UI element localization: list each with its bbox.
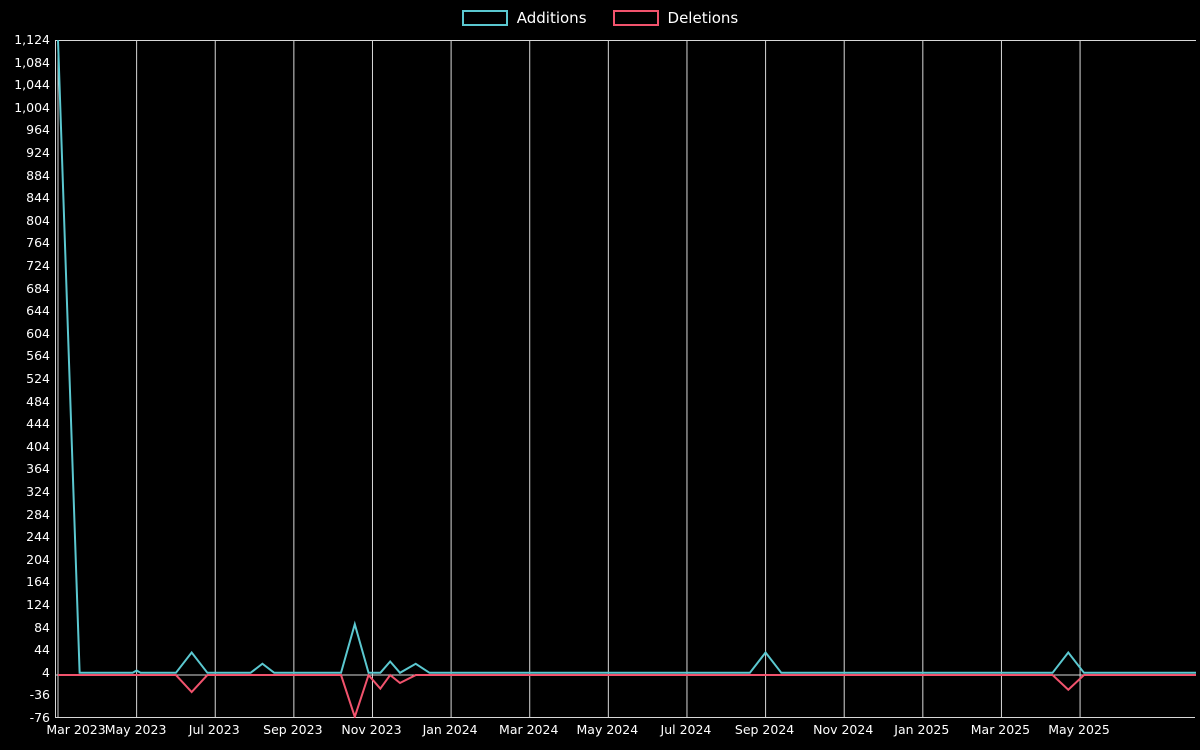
y-tick-label: 484 xyxy=(26,393,50,409)
x-tick-label: Jul 2024 xyxy=(660,722,712,737)
plot-area xyxy=(55,40,1195,718)
x-tick-label: Sep 2023 xyxy=(263,722,323,737)
y-tick-label: 364 xyxy=(26,461,50,477)
y-tick-label: 1,084 xyxy=(14,54,50,70)
series-line-deletions xyxy=(58,675,1196,717)
y-tick-label: 4 xyxy=(42,664,50,680)
y-tick-label: 444 xyxy=(26,416,50,432)
y-tick-label: 244 xyxy=(26,529,50,545)
y-tick-label: -36 xyxy=(29,687,50,703)
x-tick-label: Sep 2024 xyxy=(734,722,795,737)
legend-swatch-deletions xyxy=(613,10,659,26)
y-tick-label: 604 xyxy=(26,325,50,341)
legend-swatch-additions xyxy=(462,10,508,26)
x-tick-label: Mar 2024 xyxy=(499,722,559,737)
x-tick-label: Mar 2025 xyxy=(970,722,1031,737)
x-tick-label: Jan 2024 xyxy=(422,722,478,737)
gridlines xyxy=(56,40,1196,718)
y-tick-label: 164 xyxy=(26,574,50,590)
y-tick-label: -76 xyxy=(29,710,50,725)
legend-item-deletions[interactable] xyxy=(613,10,739,26)
x-tick-label: Jan 2025 xyxy=(894,722,950,737)
x-tick-label: Mar 2023 xyxy=(46,722,106,737)
x-tick-label: May 2023 xyxy=(104,722,167,737)
y-tick-label: 124 xyxy=(26,597,50,612)
series-line-additions xyxy=(58,40,1196,673)
y-tick-label: 1,044 xyxy=(14,77,50,93)
y-tick-label: 564 xyxy=(26,348,50,364)
x-tick-label: Nov 2024 xyxy=(813,722,874,737)
legend-item-additions[interactable] xyxy=(462,10,587,26)
x-tick-label: May 2025 xyxy=(1048,722,1110,737)
x-tick-label: Nov 2023 xyxy=(341,722,402,737)
x-tick-label: Jul 2023 xyxy=(188,722,240,737)
legend-label-additions: Additions xyxy=(516,9,587,27)
x-axis-tick-labels xyxy=(46,722,1200,744)
y-tick-label: 1,124 xyxy=(14,32,50,47)
legend-label-deletions: Deletions xyxy=(667,9,739,27)
y-tick-label: 204 xyxy=(26,551,50,567)
y-tick-label: 964 xyxy=(26,122,50,138)
y-tick-label: 884 xyxy=(26,167,50,183)
y-tick-label: 644 xyxy=(26,303,50,319)
y-tick-label: 524 xyxy=(26,371,50,386)
chart-legend xyxy=(0,5,1200,31)
y-tick-label: 324 xyxy=(26,484,50,499)
y-tick-label: 44 xyxy=(34,642,50,658)
y-tick-label: 764 xyxy=(26,235,50,251)
y-tick-label: 1,004 xyxy=(14,99,50,115)
y-tick-label: 84 xyxy=(34,619,50,635)
y-tick-label: 404 xyxy=(26,438,50,454)
y-tick-label: 284 xyxy=(26,506,50,522)
y-tick-label: 684 xyxy=(26,280,50,296)
plot-svg xyxy=(56,40,1196,718)
y-tick-label: 804 xyxy=(26,212,50,228)
y-axis-tick-labels xyxy=(0,32,50,725)
x-tick-label: May 2024 xyxy=(576,722,639,737)
y-tick-label: 724 xyxy=(26,258,50,273)
y-tick-label: 924 xyxy=(26,145,50,160)
y-tick-label: 844 xyxy=(26,190,50,206)
